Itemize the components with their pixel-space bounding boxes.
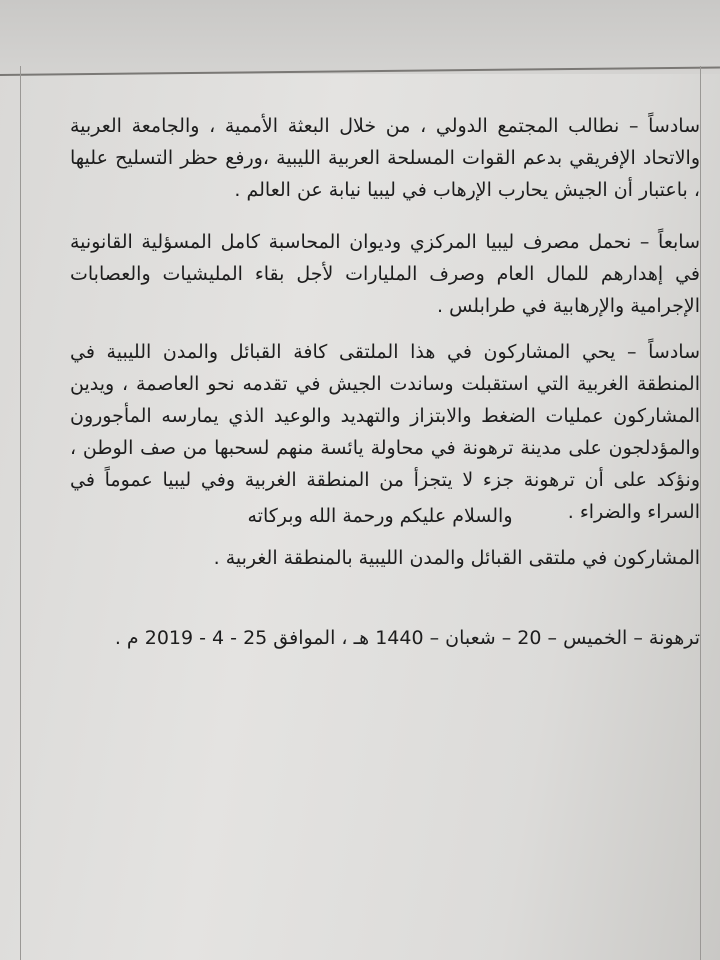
paragraph-seventh-central-bank: سابعاً – نحمل مصرف ليبيا المركزي وديوان المحاسبة كامل المسؤلية القانونية في إهدارهم للمال العام وصرف المليارات لأجل بقاء المليشيات والعصابات الإجرامية والإرهابية في طرابلس . [70, 231, 700, 317]
right-margin-line [700, 66, 701, 960]
paragraph-sixth-international: سادساً – نطالب المجتمع الدولي ، من خلال البعثة الأممية ، والجامعة العربية والاتحاد الإفريقي بدعم القوات المسلحة العربية الليبية ،ورفع حظر التسليح عليها ، باعتبار أن الجيش يحارب الإرهاب في ليبيا نيابة عن العالم . [70, 115, 700, 201]
date-line: ترهونة – الخميس – 20 – شعبان – 1440 هـ ، الموافق 25 - 4 - 2019 م . [114, 627, 700, 649]
paragraph-sixth-tarhuna: سادساً – يحي المشاركون في هذا الملتقى كافة القبائل والمدن الليبية في المنطقة الغربية التي استقبلت وساندت الجيش في تقدمه نحو العاصمة ، ويدين المشاركون عمليات الضغط والابتزاز والتهديد والوعيد الذي يمارسه المأجورون والمؤدلجون على مدينة ترهونة في محاولة يائسة منهم لسحبها من صف الوطن ، ونؤكد على أن ترهونة جزء لا يتجزأ من المنطقة الغربية وفي ليبيا عموماً في السراء والضراء . [70, 341, 700, 523]
page-fold-area [0, 0, 720, 74]
signature-line: المشاركون في ملتقى القبائل والمدن الليبية بالمنطقة الغربية . [213, 547, 700, 569]
left-margin-line [20, 66, 21, 960]
closing-greeting: والسلام عليكم ورحمة الله وبركاته [247, 505, 513, 527]
